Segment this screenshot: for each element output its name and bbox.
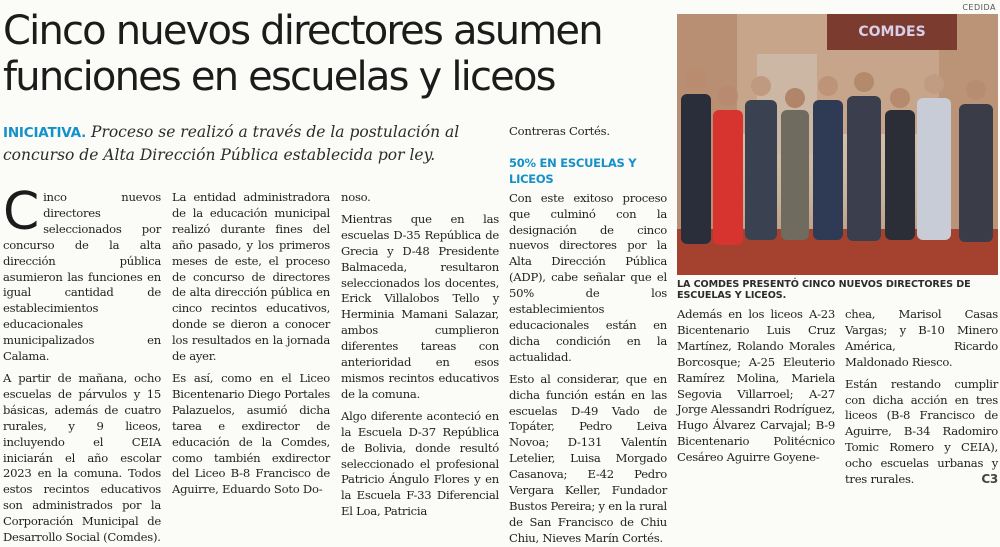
article-column-5 — [677, 307, 835, 466]
paragraph: Con este exitoso proceso que culminó con la designación de cinco nuevos directores por la Alta Dirección Pública (ADP), cabe señalar que el 50% de los establecimientos educacionales están en dicha condición en la actualidad. — [509, 190, 667, 364]
paragraph: Algo diferente aconteció en la Escuela D-37 República de Bolivia, donde resultó seleccionado el profesional Patricio Ángulo Flores y en la Escuela F-33 Diferencial El Loa, Patricia — [341, 408, 499, 519]
photo-credit: CEDIDA — [962, 3, 996, 12]
paragraph: inco nuevos directores seleccionados por concurso de la alta dirección pública asumieron las funciones en igual cantidad de establecimientos educacionales municipalizados en Calama. — [3, 190, 161, 364]
paragraph: Es así, como en el Liceo Bicentenario Diego Portales Palazuelos, asumió dicha tarea e exdirector de educación de la Comdes, como también exdirector del Liceo B-8 Francisco de Aguirre, Eduardo Soto Do- — [172, 370, 331, 497]
news-photo — [677, 14, 998, 275]
paragraph: Esto al considerar, que en dicha función están en las escuelas D-49 Vado de Topáter, Pedro Leiva Novoa; D-131 Valentín Letelier, Luisa Morgado Casanova; E-42 Pedro Vergara Keller, Fundador Bustos Pereira; y en la rural de San Francisco de Chiu Chiu, Nieves Marín Cortés. — [509, 371, 667, 545]
photo-caption: LA COMDES PRESENTÓ CINCO NUEVOS DIRECTORES DE ESCUELAS Y LICEOS. — [677, 279, 971, 301]
paragraph: Además en los liceos A-23 Bicentenario Luis Cruz Martínez, Rolando Morales Borcosque; A-25 Eleuterio Ramírez Molina, Mariela Segovia Villarroel; A-27 Jorge Alessandri Rodríguez, Hugo Álvarez Carvajal; B-9 Bicentenario Politécnico Cesáreo Aguirre Goyene- — [677, 307, 835, 465]
sign-text: COMDES — [858, 24, 926, 40]
article-column-1 — [3, 182, 161, 546]
paragraph: A partir de mañana, ocho escuelas de párvulos y 15 básicas, además de cuatro rurales, y 9 liceos, incluyendo el CEIA iniciarán el año escolar 2023 en la comuna. Todos estos recintos educativos son administrados por la Corporación Municipal de Desarrollo Social (Comdes). — [3, 370, 161, 545]
headline: Cinco nuevos directores asumen funciones en escuelas y liceos — [3, 8, 602, 100]
lead-text: Proceso se realizó a través de la postulación al concurso de Alta Dirección Pública establecida por ley. — [3, 123, 460, 164]
article-column-3 — [341, 190, 499, 520]
article-column-4 — [509, 124, 667, 547]
article-column-2 — [172, 190, 330, 498]
paragraph: Contreras Cortés. — [509, 124, 610, 138]
article-column-6 — [845, 307, 998, 488]
lead-deck — [3, 121, 498, 166]
end-mark: C3 — [981, 472, 998, 487]
paragraph: noso. — [341, 190, 371, 204]
lead-kicker: INICIATIVA. — [3, 125, 87, 141]
paragraph: chea, Marisol Casas Vargas; y B-10 Minero América, Ricardo Maldonado Riesco. — [845, 307, 998, 369]
paragraph: Mientras que en las escuelas D-35 República de Grecia y D-48 Presidente Balmaceda, resultaron seleccionados los docentes, Erick Villalobos Tello y Herminia Mamani Salazar, ambos cumplieron diferentes tareas con anterioridad en esos mismos recintos educativos de la comuna. — [341, 211, 499, 401]
drop-cap: C — [3, 182, 40, 242]
photo-scene — [677, 14, 998, 275]
paragraph: La entidad administradora de la educación municipal realizó durante fines del año pasado, y los primeros meses de este, el proceso de concurso de directores de alta dirección pública en cinco recintos educativos, donde se dieron a conocer los resultados en la jornada de ayer. — [172, 190, 330, 364]
paragraph: Están restando cumplir con dicha acción en tres liceos (B-8 Francisco de Aguirre, B-34 Radomiro Tomic Romero y CEIA), ocho escuelas urbanas y tres rurales. — [845, 376, 998, 487]
section-subhead: 50% EN ESCUELAS Y LICEOS — [509, 155, 637, 186]
